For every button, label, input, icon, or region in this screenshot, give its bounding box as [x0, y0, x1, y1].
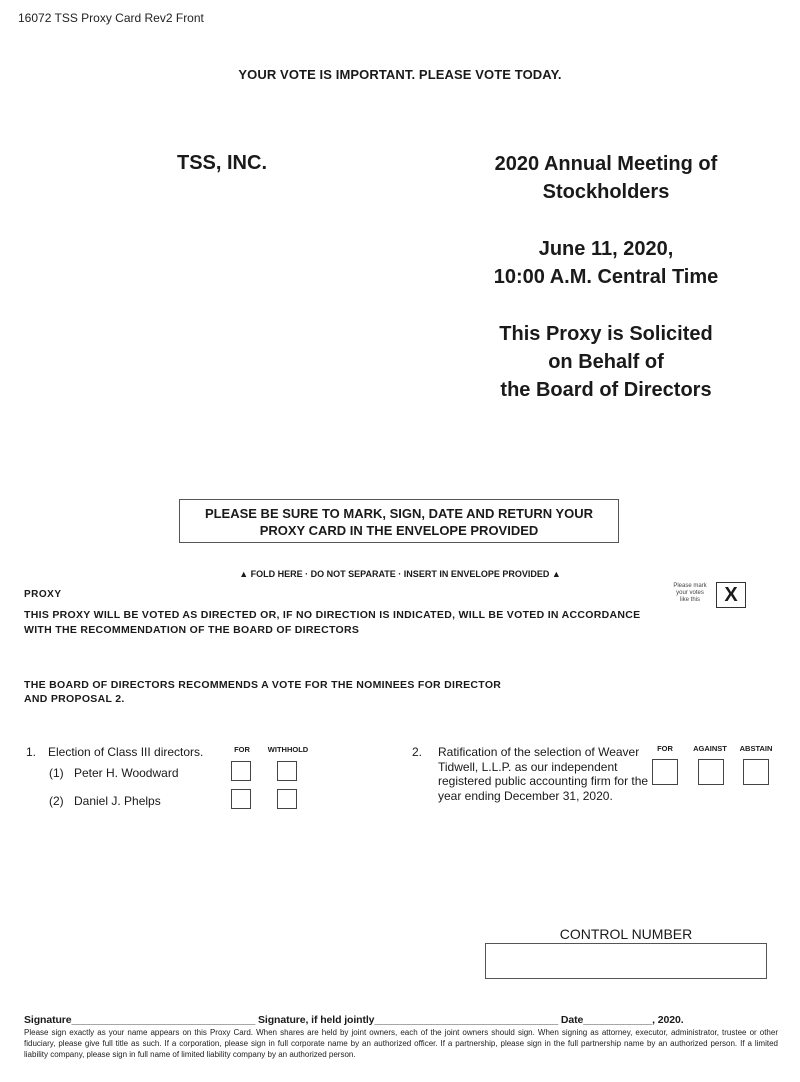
sample-mark-label-line3: like this [679, 597, 700, 603]
signature-line[interactable]: Signature________________________________ Signature, if held jointly________________________________ Date____________, 2020. [24, 1014, 684, 1026]
board-recommendation [24, 678, 584, 706]
signature-instructions: Please sign exactly as your name appears on this Proxy Card. When shares are held by joint owners, each of the joint owners should sign. When signing as attorney, executor, administrator, trustee or other fiduciary, please give full title as such. If a corporation, please sign in full corporate name by an authorized officer. If a partnership, please sign in the full partnership name by an authorized person. If a limited liability company, please sign in full name of limited liability company by an authorized person. [24, 1028, 778, 1059]
proxy-statement: THIS PROXY WILL BE VOTED AS DIRECTED OR, IF NO DIRECTION IS INDICATED, WILL BE VOTED IN ACCORDANCE WITH THE RECOMMENDATION OF THE BOARD OF DIRECTORS [24, 609, 641, 636]
nominee1-for-checkbox[interactable] [231, 761, 251, 781]
proposal1-text: Election of Class III directors. [48, 745, 204, 759]
proposal1-withhold-header: WITHHOLD [267, 745, 309, 754]
control-number-label: CONTROL NUMBER [559, 926, 693, 942]
meeting-title-line2: Stockholders [542, 181, 670, 203]
proposal2-number: 2. [412, 745, 423, 759]
control-number-field[interactable] [485, 943, 767, 979]
proxy-heading: PROXY [24, 589, 62, 600]
vote-banner: YOUR VOTE IS IMPORTANT. PLEASE VOTE TODAY. [238, 67, 562, 82]
proposal2-text: Ratification of the selection of Weaver Tidwell, L.L.P. as our independent registered public accounting firm for the year ending December 31, 2020. [438, 745, 649, 803]
meeting-date [456, 235, 756, 291]
fold-instruction: ▲ FOLD HERE · DO NOT SEPARATE · INSERT IN ENVELOPE PROVIDED ▲ [239, 569, 561, 579]
proposal1-for-header: FOR [234, 745, 250, 754]
solicitation-line2: on Behalf of [548, 351, 664, 373]
nominee2-withhold-checkbox[interactable] [277, 789, 297, 809]
nominee1-name: Peter H. Woodward [74, 766, 179, 780]
sample-mark-label-line2: your votes [676, 590, 704, 596]
board-recommendation-line1: THE BOARD OF DIRECTORS RECOMMENDS A VOTE FOR THE NOMINEES FOR DIRECTOR [24, 679, 502, 691]
proposal2-abstain-header: ABSTAIN [739, 744, 773, 753]
proposal2-against-header: AGAINST [693, 744, 727, 753]
return-notice-line1: PLEASE BE SURE TO MARK, SIGN, DATE AND RETURN YOUR [204, 506, 594, 521]
meeting-title [456, 150, 756, 206]
company-name: TSS, INC. [176, 152, 267, 174]
nominee2-for-checkbox[interactable] [231, 789, 251, 809]
meeting-title-line1: 2020 Annual Meeting of [494, 153, 718, 175]
proposal2-abstain-checkbox[interactable] [743, 759, 769, 785]
solicitation-statement [456, 320, 756, 404]
proposal2-against-checkbox[interactable] [698, 759, 724, 785]
solicitation-line3: the Board of Directors [500, 379, 712, 401]
document-code: 16072 TSS Proxy Card Rev2 Front [18, 11, 204, 25]
solicitation-line1: This Proxy is Solicited [499, 323, 713, 345]
proposal2-for-header: FOR [657, 744, 673, 753]
nominee1-withhold-checkbox[interactable] [277, 761, 297, 781]
sample-mark-box: X [716, 582, 746, 608]
nominee2-name: Daniel J. Phelps [74, 794, 161, 808]
sample-mark-label [662, 583, 718, 604]
sample-mark-label-line1: Please mark [673, 583, 707, 589]
return-notice-line2: PROXY CARD IN THE ENVELOPE PROVIDED [259, 523, 539, 538]
meeting-date-line2: 10:00 A.M. Central Time [493, 266, 719, 288]
proposal2-for-checkbox[interactable] [652, 759, 678, 785]
return-notice-box [179, 499, 619, 543]
proposal1-number: 1. [26, 745, 37, 759]
board-recommendation-line2: AND PROPOSAL 2. [24, 693, 125, 705]
meeting-date-line1: June 11, 2020, [538, 238, 674, 260]
nominee2-number: (2) [49, 794, 64, 808]
nominee1-number: (1) [49, 766, 64, 780]
